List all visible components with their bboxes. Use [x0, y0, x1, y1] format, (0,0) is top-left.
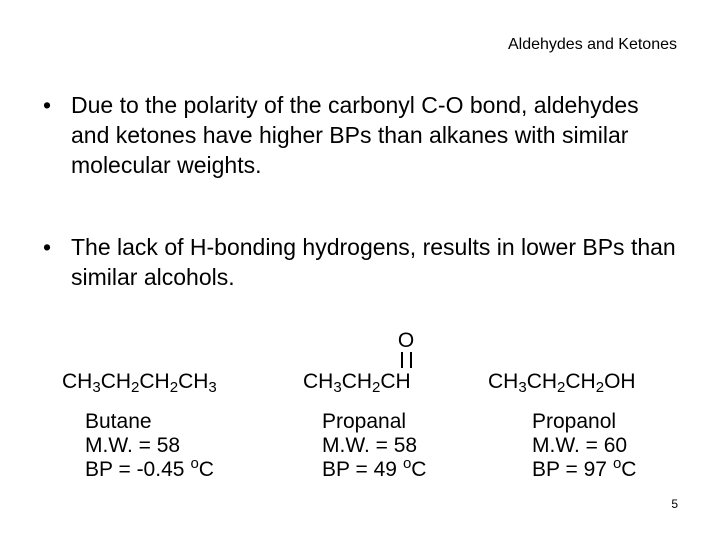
formula-subscript: 3: [208, 379, 217, 396]
compound-info: [532, 410, 636, 482]
bp-value: BP = -0.45: [85, 458, 185, 481]
formula-subscript: 2: [595, 379, 605, 396]
degree-symbol: o: [190, 455, 199, 472]
chemical-formula: [488, 370, 636, 398]
chemical-formula: [303, 329, 426, 398]
formula-atom: OH: [604, 370, 636, 393]
formula-atom: CH: [565, 370, 596, 393]
formula-atom: CH: [526, 370, 558, 393]
double-bond: [401, 352, 412, 368]
formula-atom: CH: [178, 370, 209, 393]
temperature-unit: C: [198, 458, 214, 481]
bullet-text: Due to the polarity of the carbonyl C-O bond, aldehydes and ketones have higher BPs than alkanes with similar molecular weights.: [71, 92, 639, 178]
bullet-item-polarity: [43, 90, 683, 180]
formula-subscript: 2: [372, 379, 381, 396]
compound-propanal: [303, 329, 427, 482]
formula-atom: CH: [341, 370, 373, 393]
bullet-text: The lack of H-bonding hydrogens, results in lower BPs than similar alcohols.: [71, 234, 676, 290]
formula-subscript: 3: [92, 379, 101, 396]
bullet-item-hbonding: [43, 232, 683, 292]
degree-symbol: o: [402, 455, 412, 472]
formula-subscript: 2: [131, 379, 140, 396]
formula-atom: CH: [100, 370, 132, 393]
bullet-list: [43, 90, 683, 344]
formula-atom: CH: [380, 370, 411, 393]
formula-atom: CH: [303, 370, 334, 393]
formula-subscript: 3: [333, 379, 342, 396]
bp-value: BP = 97: [532, 458, 607, 481]
temperature-unit: C: [621, 458, 637, 481]
carbonyl-oxygen: O: [397, 329, 415, 352]
boiling-point: [322, 455, 427, 482]
molecular-weight: M.W. = 58: [322, 434, 418, 457]
boiling-point: [85, 455, 217, 482]
compound-propanol: [488, 370, 636, 482]
compound-name: Propanol: [532, 410, 617, 433]
molecular-weight: M.W. = 60: [532, 434, 628, 457]
degree-symbol: o: [612, 455, 622, 472]
bullet-marker: •: [43, 234, 52, 260]
molecular-weight: M.W. = 58: [85, 434, 181, 457]
formula-atom: CH: [62, 370, 93, 393]
slide-title: Aldehydes and Ketones: [507, 36, 677, 53]
compound-info: [322, 410, 426, 482]
formula-subscript: 3: [518, 379, 527, 396]
bullet-marker: •: [43, 92, 52, 118]
formula-subscript: 2: [169, 379, 179, 396]
compound-name: Propanal: [322, 410, 407, 433]
temperature-unit: C: [411, 458, 427, 481]
bp-value: BP = 49: [322, 458, 397, 481]
chemical-formula: [62, 370, 217, 398]
formula-subscript: 2: [557, 379, 566, 396]
compound-butane: [62, 370, 217, 482]
carbonyl-group: [396, 330, 416, 368]
formula-atom: CH: [488, 370, 519, 393]
formula-atom: CH: [139, 370, 170, 393]
boiling-point: [532, 455, 637, 482]
compound-info: [85, 410, 217, 482]
page-number: 5: [671, 497, 678, 511]
compound-name: Butane: [85, 410, 152, 433]
